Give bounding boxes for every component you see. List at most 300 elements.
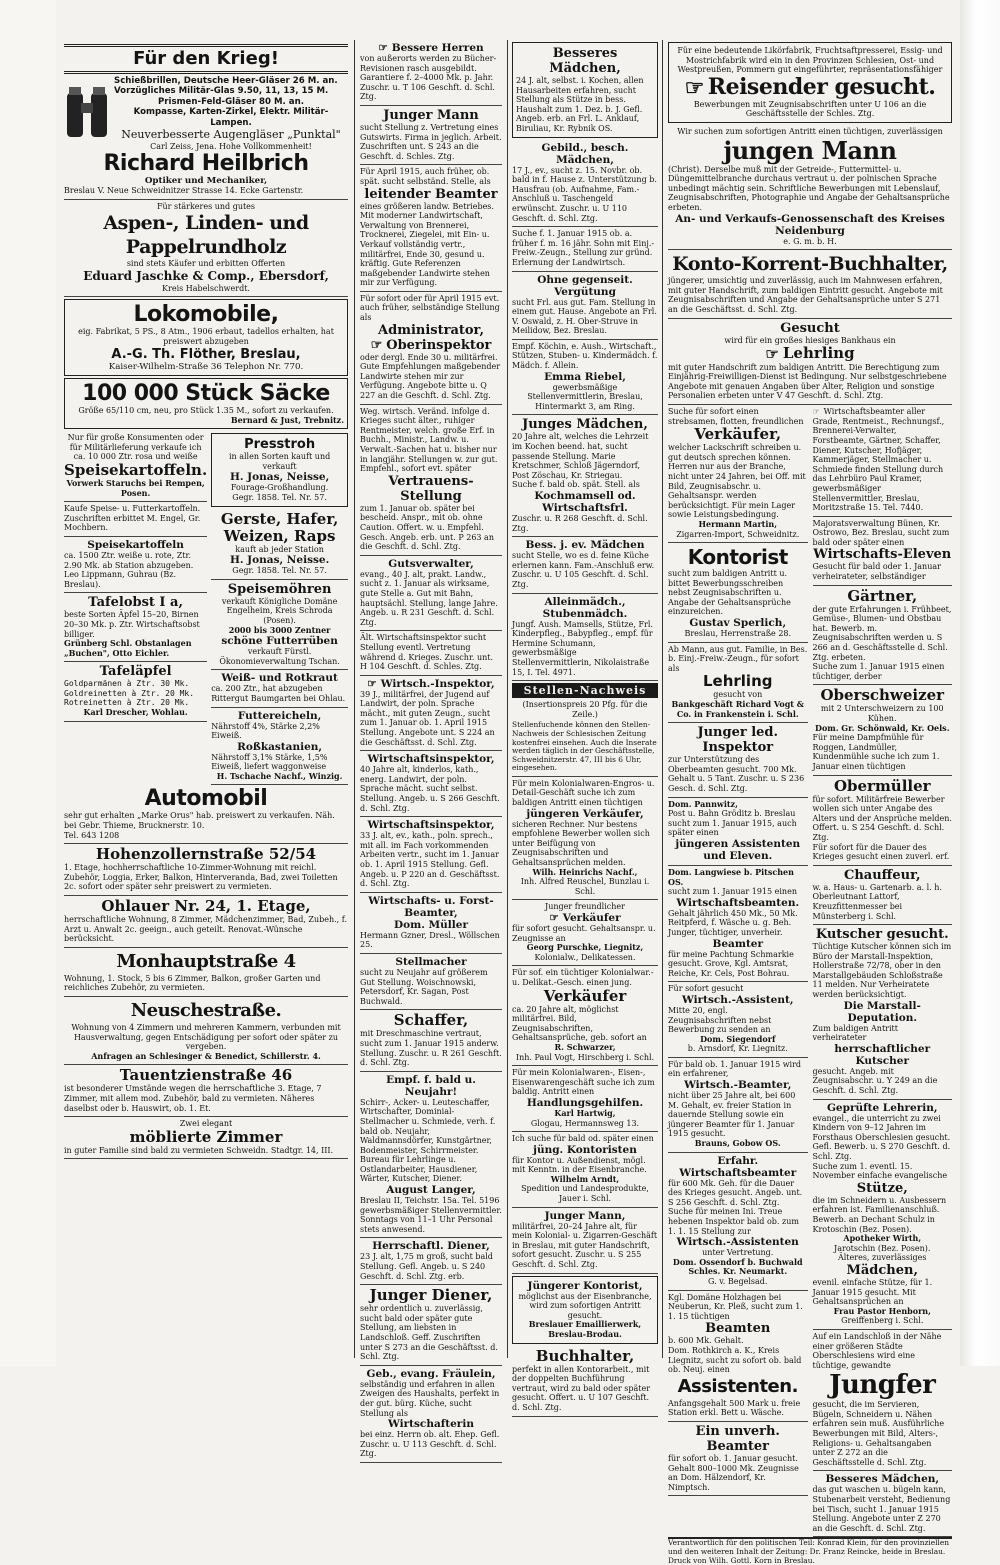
pointing-hand-icon: ☞ xyxy=(812,407,820,417)
ad-text: sucht Stelle, wo es d. feine Küche erlernen kann. Fam.-Anschluß erw. Zuschr. u. U 105 Geschft. d. Schl. Ztg. xyxy=(512,551,655,589)
ad-domain-official xyxy=(668,1291,808,1422)
section-subheader: (Insertionspreis 20 Pfg. für die Zeile.) xyxy=(522,700,648,719)
ad-leading-official xyxy=(360,165,502,292)
ad-forest-official xyxy=(360,893,502,954)
ad-headline: Herrschaftl. Diener, xyxy=(372,1240,490,1253)
ad-headline: schöne Futterrüben xyxy=(221,635,338,648)
ad-text: eines größeren landw. Betriebes. Mit moderner Landwirtschaft, Verwaltung von Brennerei, Trocknerei, Ziegelei, mit Ein- u. Verkauf vollständig vertr., militärfrei, Ende 30, gesund u. kräftig. Gute Referenzen maßgebender Landwirte stehen mir zur Verfügung. xyxy=(360,201,494,288)
ad-text: ca. 1500 Ztr. weiße u. rote, Ztr. 2.90 Mk. ab Station abzugeben. Leo Lippmann, Guhrau (Bz. Breslau). xyxy=(64,550,194,589)
ad-headline: Wirtschaftsinspektor, xyxy=(367,753,495,766)
ad-text: ca. 200 Ztr., hat abzugeben Rittergut Baumgarten bei Ohlau. xyxy=(211,684,346,703)
ad-text: selbständig und erfahren in allen Zweigen des Haushalts, perfekt in der gut. bürg. Küche, sucht Stellung als xyxy=(360,1379,500,1418)
ad-text: Majoratsverwaltung Bünen, Kr. Ostrowo, Bez. Breslau, sucht zum bald oder später einen xyxy=(812,518,950,547)
ad-headline: Lokomobile, xyxy=(133,302,279,328)
ad-headline: Junger Mann, xyxy=(544,1209,626,1222)
ad-wheelwright xyxy=(360,954,502,1010)
ad-servant-1 xyxy=(360,1238,502,1285)
ad-company-name: Wilh. Heinrichs Nachf., xyxy=(532,866,638,877)
ad-text: sucht zum baldigen Antritt u. bittet Bewerbungsschreiben nebst Zeugnisabschriften u. Angabe der Gehaltsansprüche einzureichen. xyxy=(668,569,791,617)
ad-text: Suche f. bald ob. spät. Stell. als xyxy=(512,480,640,490)
ad-headline: Besseres Mädchen, xyxy=(825,1473,940,1486)
ad-text: sucht Stellung z. Vertretung eines Gutswirts. Firma in jeglich. Arbeit. Zuschriften unt. S 243 an die Geschft. d. Schles. Ztg. xyxy=(360,122,502,161)
ad-headline: Junger led. Inspektor xyxy=(697,725,779,756)
ad-administrator xyxy=(360,292,502,405)
ad-headline: Konto-Korrent-Buchhalter, xyxy=(672,253,948,276)
ad-company-name: Dom. Gr. Schönwald, Kr. Oels. xyxy=(815,722,950,733)
ad-headline: Oberschweizer xyxy=(820,686,945,705)
ad-headline: Bessere Herren xyxy=(391,42,484,54)
ad-text: gewerbsmäßige Stellenvermittlerin, Breslau, Hintermarkt 3, am Ring. xyxy=(527,382,643,411)
ad-company-name: A.-G. Th. Flöther, Breslau, xyxy=(111,346,301,362)
ad-text: Inh. Paul Vogt, Hirschberg i. Schl. xyxy=(515,1052,655,1062)
ad-headline: Junger Mann xyxy=(383,107,479,123)
ad-text: 20 Jahre alt, welches die Lehrzeit im Kochen beend. hat, sucht passende Stellung. Marie Kretschmer, Schloß Jägerndorf, Post Zöschau, Kr. Striegau. xyxy=(512,432,649,480)
ad-company-name: Bernard & Just, Trebnitz. xyxy=(230,414,344,425)
ad-text: Anfangsgehalt 500 Mark u. freie Station erkl. Bett u. Wäsche. xyxy=(668,1398,801,1418)
pointing-hand-icon: ☞ xyxy=(684,74,704,101)
ad-text: (Christ). Derselbe muß mit der Getreide-, Futtermittel- u. Düngemittelbranche durchaus vertraut u. der polnischen Sprache unbedingt mächtig sein. Schriftliche Bewerbungen mit Lebenslauf, Zeugnisabschriften, Photographie und Angabe der Gehaltsansprüche erbeten. xyxy=(668,164,950,212)
ad-text: verkauft Königliche Domäne Engelheim, Kreis Schroda (Posen). xyxy=(221,596,338,625)
ad-text: 24 J. alt, selbst. i. Kochen, allen Hausarbeiten erfahren, sucht Stellung als Stütze in bess. Haushalt zum 1. Dez. b. J. Gefl. Angeb. erb. an Frl. L. Anklauf, Biruliau, Kr. Rybnik OS. xyxy=(516,76,644,133)
ad-text: Gesucht für bald oder 1. Januar verheirateter, selbständiger xyxy=(812,562,941,582)
ad-line: Goldreinetten à Ztr. 20 Mk. xyxy=(64,688,195,698)
ad-text: Kaufe Speise- u. Futterkartoffeln. Zuschriften erbittet M. Engel, Gr. Mochbern. xyxy=(64,504,201,533)
ad-text: Zuschr. u. R 268 Geschft. d. Schl. Ztg. xyxy=(512,514,648,533)
ad-address: Kaiser-Wilhelm-Straße 36 Telephon Nr. 770. xyxy=(108,361,304,372)
ad-timber xyxy=(64,200,348,298)
ad-young-man-grain xyxy=(668,125,952,250)
ad-better-girl xyxy=(813,1471,953,1537)
double-rule xyxy=(64,71,348,74)
ad-headline: jüngeren Verkäufer, xyxy=(526,807,644,820)
ad-headline: Empf. f. bald u. Neujahr! xyxy=(386,1073,476,1098)
ad-text: wird für ein großes hiesiges Bankhaus ein xyxy=(724,335,896,345)
ad-inspector-4 xyxy=(360,817,502,893)
ad-company-name: Hermann Martin, xyxy=(698,518,778,529)
ad-text: Wir suchen zum sofortigen Antritt einen tüchtigen, zuverlässigen xyxy=(677,126,943,136)
ad-headline: Speisekartoffeln. xyxy=(64,460,208,479)
ad-potatoes xyxy=(64,431,207,502)
ad-headline: Bess. j. ev. Mädchen xyxy=(525,539,645,552)
ad-headline: Oberinspektor xyxy=(386,337,492,353)
ad-text: 23 J. alt, 1,75 m groß, sucht bald Stellung. Gefl. Angeb. u. S 240 Geschft. d. Schl. Ztg. erb. xyxy=(360,1252,493,1281)
pointing-hand-icon: ☞ xyxy=(549,912,559,924)
ad-apprentice-farm xyxy=(512,227,658,271)
ad-text: ca. 20 Jahre alt, möglichst militärfrei. Bild, Zeugnisabschriften, Gehaltsansprüche, geb. sofort an xyxy=(512,1004,647,1043)
ad-headline: Junger Diener, xyxy=(369,1286,493,1305)
ad-text: zum 1. Januar ob. später bei bescheid. Anspr., mit ob. ohne Caution. Offert. w. u. Empfehl. Gesch. Angeb. erb. unt. P 263 an die Geschft. d. Schl. Ztg. xyxy=(360,503,494,552)
ad-text: Für mein Kolonialwaren-Engros- u. Detail-Geschäft suche ich zum baldigen Antritt einen tüchtigen xyxy=(512,778,655,808)
ad-headline: Wirtschaftsinspektor, xyxy=(367,819,495,832)
ad-headline: Ohne gegenseit. Vergütung xyxy=(537,273,633,298)
ad-headline: Kontorist xyxy=(687,545,788,570)
ad-text: Kolonialw., Delikatessen. xyxy=(534,952,636,962)
ad-text: sehr ordentlich u. zuverlässig, sucht bald oder später gute Stellung, am liebsten in Landschloß. Geff. Zuschriften unter S 273 an die Geschäftsst. d. Schl. Ztg. xyxy=(360,1304,498,1362)
ad-text: gesucht von xyxy=(713,690,763,700)
ad-headline: möblierte Zimmer xyxy=(129,1127,283,1146)
ad-headline: Jüngerer Kontorist, xyxy=(527,1279,643,1292)
ad-lady-maid xyxy=(813,1330,953,1472)
ad-headline: Beamten xyxy=(705,1321,771,1337)
ad-headline: Handlungsgehilfen. xyxy=(526,1096,644,1109)
ad-cabbage xyxy=(211,670,348,707)
ad-headline: jüngeren Assistenten und Eleven. xyxy=(675,837,801,862)
ad-company-name: Vorwerk Staruchs bei Rempen, Posen. xyxy=(66,477,205,498)
ad-locomobile xyxy=(64,299,348,376)
ad-clerk xyxy=(512,1066,658,1132)
ad-text: Empf. Köchin, e. Aush., Wirtschaft., Stützen, Stuben- u. Kindermädch. f. Mädch. f. Allein. xyxy=(512,341,658,371)
ad-headline: Geb., evang. Fräulein, xyxy=(366,1367,496,1380)
ad-headline: Für den Krieg! xyxy=(133,48,279,69)
ad-text: für Kontor u. Außendienst, mögl. mit Kenntn. in der Eisenbranche. xyxy=(512,1155,647,1175)
ad-estate-manager xyxy=(360,556,502,632)
ad-text: evang., 40 J. alt, prakt. Landw., sucht z. 1. Januar als wirksame, gute Stelle a. Gut mit Bahn, hauptsächl. Stellung, lange Jahre. Angeb. u. R 231 Geschft. d. Schl. Ztg. xyxy=(360,569,498,627)
ad-text: sucht zum 1. Januar 1915 einen xyxy=(668,887,797,897)
ad-flat-4 xyxy=(64,997,348,1065)
ad-text: Wirtschaftsbeamter aller Grade, Rentmeist., Rechnungsf., Brennerei-Verwalter, Forstbeamte, Gärtner, Schaffer, Diener, Kutscher, Hofjäger, Kammerjäger, Stellmacher u. Schmiede finden Stellung durch das Lehrbüro Paul Kramer, gewerbsmäßiger Stellenvermittler, Breslau, Moritzstraße 15. Tel. 7440. xyxy=(812,406,945,513)
ad-company-name: Gustav Sperlich, xyxy=(689,617,787,630)
ad-text: Für mein Kolonialwaren-, Eisen-, Eisenwarengeschäft suche ich zum baldig. Antritt einen xyxy=(512,1068,655,1097)
ad-headline: Wirtschafterin xyxy=(388,1418,474,1431)
ad-text: b. 600 Mk. Gehalt. xyxy=(668,1336,744,1346)
ad-trust-position xyxy=(360,405,502,556)
column-3 xyxy=(508,40,662,1412)
ad-headline: Stellmacher xyxy=(395,955,467,968)
ad-headline: Chauffeur, xyxy=(844,867,921,883)
ad-text: Für meine Dampfmühle für Roggen, Landmüller, Kundenmühle suche ich zum 1. Januar einen tüchtigen xyxy=(812,733,940,771)
ad-headline: Geprüfte Lehrerin, xyxy=(826,1101,938,1114)
ad-text: w. a. Haus- u. Gartenarb. a. l. h. Oberleutnant Lattorf, Kreuzfittenmesser bei Münsterberg i. Schl. xyxy=(812,882,942,921)
ad-assistant-eleven xyxy=(668,798,808,866)
ad-inspector-3 xyxy=(360,751,502,817)
ad-flat-1 xyxy=(64,844,348,896)
ad-headline: Neuschestraße. xyxy=(130,1000,282,1021)
ad-young-girl xyxy=(512,415,658,537)
ad-company-name: Dom. Ossendorf b. Buchwald Schles. Kr. Neumarkt. xyxy=(672,1256,803,1277)
ad-headline: Speisemöhren xyxy=(227,581,332,597)
scan-edge-right xyxy=(960,0,1000,1366)
ad-text: 33 J. alt, ev., kath., poln. sprech., mit all. im Fach vorkommenden Arbeiten vertr., sucht im 1. Januar ob. 1. April 1915 Stellung. Gefl. Angeb. u. P 220 an d. Geschäftsst. d. Schl. Ztg. xyxy=(360,831,500,889)
ad-bookkeeper-2 xyxy=(668,250,952,318)
ad-headline: Tafeläpfel xyxy=(99,664,172,680)
ad-text: Ich suche für bald od. später einen xyxy=(512,1134,654,1144)
ad-unmarried-official xyxy=(668,1422,808,1496)
ad-text: Älteres, zuverlässiges xyxy=(837,1253,927,1263)
ad-headline: 100 000 Stück Säcke xyxy=(82,381,330,406)
ad-text: Für sof. ein tüchtiger Kolonialwar.- u. Delikat.-Gesch. einen jung. xyxy=(512,968,654,987)
ad-text: für sofort gesucht. Gehaltsanspr. u. Zeugnisse an xyxy=(512,924,656,943)
ad-headline: Obermüller xyxy=(833,776,931,795)
ad-text: mit guter Handschrift zum baldigen Antritt. Die Berechtigung zum Einjährig-Freiwilligen-Dienst ist Bedingung. Nur selbstgeschriebene Angebote mit genauen Angaben über Alter, Religion und sonstige Personalien erbeten unter V 47 Geschft. d. Schl. Ztg. xyxy=(668,362,947,401)
ad-text: evangel., die unterricht zu zwei Kindern von 9–12 Jahren im Forsthaus Oberschlesien gesucht. Gefl. Bewerb. u. S 270 Geschft. d. Schl. Ztg. xyxy=(812,1113,951,1162)
ad-straw xyxy=(211,433,348,506)
ad-text: Suche f. 1. Januar 1915 ob. a. früher f. m. 16 jähr. Sohn mit Einj.-Freiw.-Zeugn., Stellung zur gründ. Erlernung der Landwirtsch. xyxy=(512,229,655,267)
ad-bank-apprentice xyxy=(668,319,952,405)
ad-headline: Besseres Mädchen, xyxy=(549,46,621,76)
ad-subline: Carl Zeiss, Jena. Hohe Vollkommenheit! xyxy=(150,142,312,152)
column-rule xyxy=(354,40,355,1358)
binoculars-icon xyxy=(64,85,110,143)
ad-text: Mitte 20, engl. Zeugnisabschriften nebst Bewerbung zu senden an xyxy=(668,1005,772,1035)
ad-headline: Wirtsch.-Beamter, xyxy=(684,1079,792,1092)
ad-apprentice-bank xyxy=(668,643,808,724)
ad-text: sehr gut erhalten „Marke Orus" hab. preiswert zu verkaufen. Näh. bei Gebr. Thieme, Brucknerstr. 10. xyxy=(64,811,335,831)
ad-headline: herrschaftlicher Kutscher xyxy=(834,1042,931,1067)
ad-text: Inh. Alfred Reuschel, Bunzlau i. Schl. xyxy=(520,877,650,896)
ad-inspector-1 xyxy=(360,631,502,675)
ad-text: welcher Lackschrift schreiben u. gut deutsch sprechen können. Herren nur aus der Branche, nicht unter 24 Jahren, bei Off. mit Bild, Zeugnisabschr. u. Gehaltsanspr. werden berücksichtigt. Für mein Lager sowie Leistungsbedingung. xyxy=(668,443,806,520)
ad-farm-eleven xyxy=(813,517,953,586)
ad-headline: Automobil xyxy=(144,786,268,812)
ad-text: bei einz. Herrn ob. alt. Ehep. Gefl. Zuschr. u. U 113 Geschft. d. Schl. Ztg. xyxy=(360,1430,500,1459)
ad-text: Post u. Bahn Gröditz b. Breslau sucht zum 1. Januar 1915, auch später einen xyxy=(668,809,797,838)
ad-company-name: An- und Verkaufs-Genossenschaft des Kreises Neidenburg xyxy=(675,212,945,237)
ad-headline: Verkäufer xyxy=(562,912,621,924)
ad-company-name: Apotheker Wirth, xyxy=(843,1233,922,1244)
ad-maid-agency xyxy=(512,594,658,682)
pointing-hand-icon: ☞ xyxy=(765,344,779,363)
ad-chauffeur xyxy=(813,866,953,925)
ad-text: Schirr-, Acker- u. Leuteschaffer, Wirtschafter, Dominial-Stellmacher u. Schmiede, verh. f. bald ob. Neujahr, Waldmannsdörfer, Kunstgärtner, Bodenmeister, Schirrmeister. Bureau für Lehrlinge u. Ostlandarbeiter, Hausdiener, Wärter, Kutscher, Diener. xyxy=(360,1097,496,1184)
ad-headline: Gärtner, xyxy=(847,586,918,605)
ad-inspector-2 xyxy=(360,676,502,752)
ad-text: Kreis Habelschwerdt. xyxy=(162,283,250,293)
ad-headline: Erfahr. Wirtschaftsbeamter xyxy=(679,1154,797,1179)
ad-text: 2000 bis 3000 Zentner xyxy=(228,624,331,635)
ad-headline: Verkäufer xyxy=(543,986,627,1005)
ad-line: Rotreinetten à Ztr. 20 Mk. xyxy=(64,698,190,708)
ad-no-pay xyxy=(512,272,658,340)
ad-text: 40 Jahre alt, kinderlos, kath., energ. Landwirt, der poln. Sprache mächt. sucht selbst. Stellung. Angeb. u. S 266 Geschft. d. Schl. Ztg. xyxy=(360,765,500,813)
page-margin-left xyxy=(0,0,56,1366)
ad-headline: jungen Mann xyxy=(723,135,897,165)
ad-text: Glogau, Hermannsweg 13. xyxy=(530,1118,640,1128)
section-header-job-listings: Stellen-Nachweis xyxy=(512,683,658,698)
ad-text: sicheren Rechner. Nur bestens empfohlene Bewerber wollen sich unter Beifügung von Zeugnisabschriften und Gehaltsansprüchen melden. xyxy=(512,819,650,868)
ad-text: Zum baldigen Antritt verheirateter xyxy=(812,1023,898,1043)
ad-coachman xyxy=(813,925,953,1100)
ad-text: Auf ein Landschloß in der Nähe einer größeren Städte Oberschlesiens wird eine tüchtige, gewandte xyxy=(812,1331,942,1370)
ad-headline: jüng. Kontoristen xyxy=(533,1143,637,1156)
ad-text: Greiffenberg i. Schl. xyxy=(841,1316,924,1326)
ad-company-name: Breslauer Emaillierwerk, Breslau-Brodau. xyxy=(528,1319,642,1339)
ad-headline: Wirtschafts-Eleven xyxy=(813,547,952,563)
ad-text: Junger, tüchtiger, unverheir. xyxy=(668,927,783,937)
ad-text: Für sofort gesucht xyxy=(668,984,744,994)
ad-cook-agency xyxy=(512,340,658,416)
ad-text: das gut waschen u. bügeln kann, Stubenarbeit versteht, Bedienung bei Tisch, sucht 1. Januar 1915 Stellung. Angebote unter Z 270 an die Geschft. d. Schl. Ztg. xyxy=(812,1485,951,1533)
ad-headline: Beamter xyxy=(712,937,764,950)
ad-text: G. v. Begelsad. xyxy=(708,1276,768,1286)
ad-headline: Monhauptstraße 4 xyxy=(116,950,296,972)
ad-headline: Speisekartoffeln xyxy=(87,538,184,551)
ad-text: Fourage-Großhandlung. xyxy=(230,483,329,493)
ad-headline: Stütze, xyxy=(856,1180,908,1196)
ad-text: Nährstoff 3,1% Stärke, 1,5% Eiweiß, liefert waggonweise xyxy=(211,752,328,772)
ad-acorns xyxy=(211,708,348,786)
ad-text: in guter Familie sind bald zu vermieten Schweidn. Stadtgr. 14, III. xyxy=(64,1145,334,1155)
ad-company-name: Brauns, Gobow OS. xyxy=(694,1138,781,1149)
ad-housekeeper xyxy=(360,1366,502,1463)
ad-text: 1. Etage, hochherrschaftliche 10-Zimmer-Wohnung mit reichl. Zubehör, Loggia, Erker, Balkon, Hinterveranda, Bad, zwei Toiletten 2c. sofort oder später sehr preiswert zu vermieten. xyxy=(64,863,338,892)
ad-text: Suche für meinen Ini. Treue hebenen Inspektor bald ob. zum 1. 1. 15 Stellung zur xyxy=(668,1207,799,1236)
ad-line: Vorzügliches Militär-Glas 9.50, 11, 13, 15 M. xyxy=(114,86,329,97)
ad-gentlemen xyxy=(360,40,502,106)
ad-headline: Jungfer xyxy=(829,1370,936,1401)
ad-flat-2 xyxy=(64,896,348,948)
ad-text: Breslau, Herrenstraße 28. xyxy=(684,629,792,639)
ad-company-name: Die Marstall-Deputation. xyxy=(843,999,921,1024)
ad-agency-kramer xyxy=(813,405,953,517)
ad-text: Für stärkeres und gutes xyxy=(156,201,256,211)
ad-company-name: Kgl. Domäne Holzhagen bei Neuberun, Kr. Pleß, sucht zum 1. 1. 15 tüchtigen xyxy=(668,1292,803,1321)
pointing-hand-icon: ☞ xyxy=(367,677,377,690)
column-2 xyxy=(356,40,506,1459)
ad-headline: Verkäufer, xyxy=(694,425,782,444)
ad-salesman-2 xyxy=(512,900,658,966)
section-notice: Stellenfuchende können den Stellen-Nachweis der Schlesischen Zeitung kostenfrei einsehen. Auch die Inserate werden täglich in der Geschäftsstelle, Schweidnitzerstr. 47, III bis 6 Uhr, eingesehen. xyxy=(512,719,658,777)
ad-headline: Lehrling xyxy=(702,672,773,691)
ad-company-name: Grünberg Schl. Obstanlagen „Buchen", Otto Eichler. xyxy=(64,638,192,658)
ad-young-man-2 xyxy=(512,1208,658,1274)
ad-company-name: Wilhelm Arndt, xyxy=(550,1173,620,1184)
ad-headline: Wirtschafts- u. Forst-Beamter, xyxy=(368,894,494,919)
ad-headline: Wirtsch.-Assistenten xyxy=(676,1236,799,1249)
ad-headline: Tauentzienstraße 46 xyxy=(119,1066,293,1085)
ad-teacher xyxy=(813,1100,953,1330)
ad-company-name: Karl Hartwig, xyxy=(554,1107,616,1118)
ad-text: Gegr. 1858. Tel. Nr. 57. xyxy=(232,492,327,502)
ad-text: ist besonderer Umstände wegen die herrschaftliche 3. Etage, 7 Zimmer, mit allem mod. Zubehör, bald zu vermieten. Näheres daselbst oder b. Hauswirt, ob. 1. Et. xyxy=(64,1084,322,1113)
ad-automobile xyxy=(64,785,348,844)
ad-text: für sofort ob. 1. Januar gesucht. Gehalt 800–1000 Mk. Zeugnisse an Dom. Hälzendorf, Kr. Nimptsch. xyxy=(668,1453,799,1492)
ad-text: militärfrei, 20–24 Jahre alt, für mein Kolonial- u. Zigarren-Geschäft in Breslau, mit guter Handschrift, sofort gesucht. Zuschr. u. S 255 Geschft. d. Schl. Ztg. xyxy=(512,1221,658,1270)
ad-text: Jungf. Aush. Mamsells, Stütze, Frl. Kinderpfleg., Babypfleg., empf. für Hermine Schumann, gewerbsmäßige Stellenvermittlerin, Nikolaistraße 15, I. Tel. 4971. xyxy=(512,619,653,677)
ad-inspector-young xyxy=(668,723,808,797)
column-4 xyxy=(664,40,956,1565)
ad-text: Jarotschin (Bez. Posen). xyxy=(834,1243,931,1253)
ad-text: der gute Erfahrungen i. Frühbeet, Gemüse-, Blumen- und Obstbau hat. Bewerb. m. Zeugnisabschriften werden u. S 266 an d. Geschäftsstelle d. Schl. Ztg. erbeten. xyxy=(812,604,952,662)
ad-headline: Vertrauens-Stellung xyxy=(388,473,474,504)
ad-company-name: H. Tschache Nachf., Winzig. xyxy=(216,770,343,781)
ad-headline: Wirtsch.-Inspektor, xyxy=(380,677,495,690)
ad-text: Wohnung von 4 Zimmern und mehreren Kammern, verbunden mit Hausverwaltung, gegen Entschädigung per sofort oder später zu vergeben. xyxy=(71,1023,341,1052)
ad-grain xyxy=(211,509,348,580)
ad-headline: Dom. Müller xyxy=(394,918,468,931)
ad-headline: Reisender gesucht. xyxy=(707,73,936,100)
ad-text: Für sofort für die Dauer des Krieges gesucht einen zuverl. erf. xyxy=(812,842,950,862)
ad-text: Weg. wirtsch. Veränd. infolge d. Krieges sucht älter., ruhiger Rentmeister, welch. große Erf. in Buchh., Ministr., Landw. u. Verwalt.-Sachen hat u. bisher nur in langjähr. Stellungen w. zur gut. Empfehl., sofort evt. später xyxy=(360,406,498,474)
ad-salesman-1 xyxy=(512,777,658,901)
ad-headline: Weiß- und Rotkraut xyxy=(221,672,338,685)
ad-text: Für April 1915, auch früher, ob. spät. sucht selbständ. Stelle, als xyxy=(360,167,491,186)
ad-headline: Futtereicheln, xyxy=(237,709,322,722)
ad-rooms xyxy=(64,1117,348,1159)
ad-text: Gegr. 1858. Tel. Nr. 57. xyxy=(232,566,327,576)
ad-text: Ält. Wirtschaftsinspektor sucht Stellung eventl. Vertretung während d. Krieges. Zuschr. unt. H 104 Geschft. d. Schles. Ztg. xyxy=(360,633,494,672)
ad-line: Schießbrillen, Deutsche Heer-Gläser 26 M. an. xyxy=(114,76,338,86)
ad-trade: Optiker und Mechaniker, xyxy=(144,175,268,186)
ad-company-name: Richard Heilbrich xyxy=(103,150,309,176)
ad-text: Ab Mann, aus gut. Familie, in Bes. b. Einj.-Freiw.-Zeugn., für sofort als xyxy=(668,644,808,673)
ad-line: Kompasse, Karten-Zirkel, Elektr. Militär-Lampen. xyxy=(133,107,329,128)
ad-text: Junger freundlicher xyxy=(545,902,625,912)
ad-gardener xyxy=(813,586,953,686)
ad-potatoes-2 xyxy=(64,537,207,593)
ad-text: Tel. 643 1208 xyxy=(64,830,120,840)
ad-headline: Lehrling xyxy=(782,344,855,363)
ad-headline: Wirtschaftsbeamten. xyxy=(676,896,800,909)
ad-headline: Schaffer, xyxy=(393,1011,469,1030)
ad-headline: Gutsverwalter, xyxy=(388,557,474,570)
ad-text: Suche zum 1. eventl. 15. November einfache evangelische xyxy=(812,1161,948,1181)
ad-headline: Buchhalter, xyxy=(535,1346,635,1365)
ad-text: Spedition und Landesprodukte, Jauer i. Schl. xyxy=(521,1184,649,1204)
ad-schaffer xyxy=(360,1010,502,1071)
ad-text: Hermann Gzner, Dresl., Wöllschen 25. xyxy=(360,930,500,950)
ad-text: 39 J., militärfrei, der Jugend auf Landwirt, der poln. Sprache mächt., mit guten Zeugn., sucht zum 1. Januar ob. 1. April 1915 Stellung. Angebote unt. S 224 an die Geschäftsst. d. Schl. Ztg. xyxy=(360,689,495,747)
ad-text: für meine Pachtung Schmarkie gesucht. Grove, Kgl. Amtsrat, Reiche, Kr. Cels, Post Bohrau. xyxy=(668,949,794,978)
ad-text: möglichst aus der Eisenbranche, wird zum sofortigen Antritt gesucht. xyxy=(518,1291,652,1320)
ad-company-name: Eduard Jaschke & Comp., Ebersdorf, xyxy=(83,268,329,283)
ad-salesman-cigar xyxy=(668,405,808,543)
ad-headline: Alleinmädch., Stubenmädch. xyxy=(542,595,628,620)
ad-carrots xyxy=(211,580,348,671)
ad-text: beste Sorten Äpfel 15–20, Birnen 20–30 Mk. p. Ztr. Wirtschaftsobst billiger. xyxy=(64,610,200,639)
ad-company-name: R. Schwarzer, xyxy=(554,1041,616,1052)
ad-text: Suche für sofort einen strebsamen, flotten, freundlichen xyxy=(668,406,804,426)
ad-text: Gehalt jährlich 450 Mk., 50 Mk. Reitpferd, f. Wäsche u. g. Beh. xyxy=(668,908,798,928)
ad-address: Breslau V. Neue Schweidnitzer Strasse 14. Ecke Gartenstr. xyxy=(64,186,304,196)
ad-text: Wohnung, 1. Stock, 5 bis 6 Zimmer, Balkon, großer Garten und reichliches Zubehör, zu vermieten. xyxy=(64,973,321,993)
ad-fruit xyxy=(64,593,207,662)
ad-text: Für bald ob. 1. Januar 1915 wird ein erfahrener, xyxy=(668,1059,802,1079)
ad-company-name: H. Jonas, Neisse. xyxy=(229,554,330,567)
ad-text: Breslau II, Teichstr. 15a. Tel. 5196 gewerbsmäßiger Stellenvermittler. Sonntags von 11–1 Uhr Personal stets anwesend. xyxy=(360,1196,502,1234)
ad-headline: Presstroh xyxy=(244,437,316,453)
ad-text: Nur für große Konsumenten oder für Militärlieferung verkaufe ich ca. 10 000 Ztr. rosa und weiße xyxy=(67,433,204,462)
ad-text: jüngerer, umsichtig und zuverlässig, auch im Mahnwesen erfahren, mit guter Handschrift, zum baldigen Eintritt gesucht. Angebote mit Zeugnisabschriften und Angabe der Gehaltsansprüche unter S 271 an die Geschäftsst. d. Schl. Ztg. xyxy=(668,276,943,314)
ad-optician xyxy=(64,40,348,200)
ad-headline: Gesucht xyxy=(780,320,840,336)
ad-miller xyxy=(813,776,953,866)
ad-text: e. G. m. b. H. xyxy=(783,236,837,246)
ad-farm-assistant xyxy=(668,982,808,1058)
ad-text: zur Unterstützung des Oberbeamten gesucht. 700 Mk. Gehalt u. 5 Tant. Zuschr. u. S 236 Gesch. d. Schl. Ztg. xyxy=(668,755,805,793)
ad-headline: Tafelobst I a, xyxy=(88,595,183,611)
ad-headline: Ohlauer Nr. 24, 1. Etage, xyxy=(101,897,311,916)
ad-flat-3 xyxy=(64,948,348,997)
ad-text: unter Vertretung. xyxy=(702,1248,774,1258)
ad-text: 17 J., ev., sucht z. 15. Novbr. ob. bald in f. Hause z. Unterstützung b. Hausfrau (ob. Aufnahme, Fam.-Anschluß u. Taschengeld erwünscht. Zuschr. u. U 110 Geschft. d. Schl. Ztg. xyxy=(512,165,657,223)
ad-headline: Ein unverh. Beamter xyxy=(695,1423,780,1454)
ad-text: Suche zum 1. Januar 1915 einen tüchtiger, derber xyxy=(812,662,945,681)
ad-text: sucht zu Neujahr auf größerem Gut Stellung. Woischnowski, Petersdorf, Kr. Sagan, Post Buchwald. xyxy=(360,967,488,1006)
ad-experienced-official xyxy=(668,1153,808,1291)
ad-text: herrschaftliche Wohnung, 8 Zimmer, Mädchenzimmer, Bad, Zubeh., f. Arzt u. Anwalt 2c. geeign., auch geteilt. Renovat.-Wünsche berücksicht. xyxy=(64,915,347,944)
ad-text: verkauft Fürstl. Ökonomieverwaltung Tschan. xyxy=(219,647,340,666)
ad-company-name: Georg Purschke, Liegnitz, xyxy=(526,942,644,953)
ad-text: Zwei elegant xyxy=(179,1119,233,1129)
ad-headline: Kochmamsell od. Wirtschaftsfrl. xyxy=(534,490,636,514)
ad-headline: Roßkastanien, xyxy=(237,740,323,753)
ad-subline: Neuverbesserte Augengläser „Punktal" xyxy=(121,128,341,142)
ad-headline: Gebild., besch. Mädchen, xyxy=(541,141,629,166)
ad-sacks xyxy=(64,378,348,429)
imprint-footer: Verantwortlich für den politischen Teil: Konrad Klein, für den provinziellen und den weiteren Inhalt der Zeitung: Dr. Franz Reincke, beide in Breslau. Druck von Wilh. Gottl. Korn in Breslau. xyxy=(668,1537,952,1565)
ad-text: Für sofort oder für April 1915 evt. auch früher, selbständige Stellung als xyxy=(360,293,500,323)
ad-text: gesucht. Angeb. mit Zeugnisabschr. u. Y 249 an die Geschft. d. Schl. Ztg. xyxy=(812,1066,938,1096)
